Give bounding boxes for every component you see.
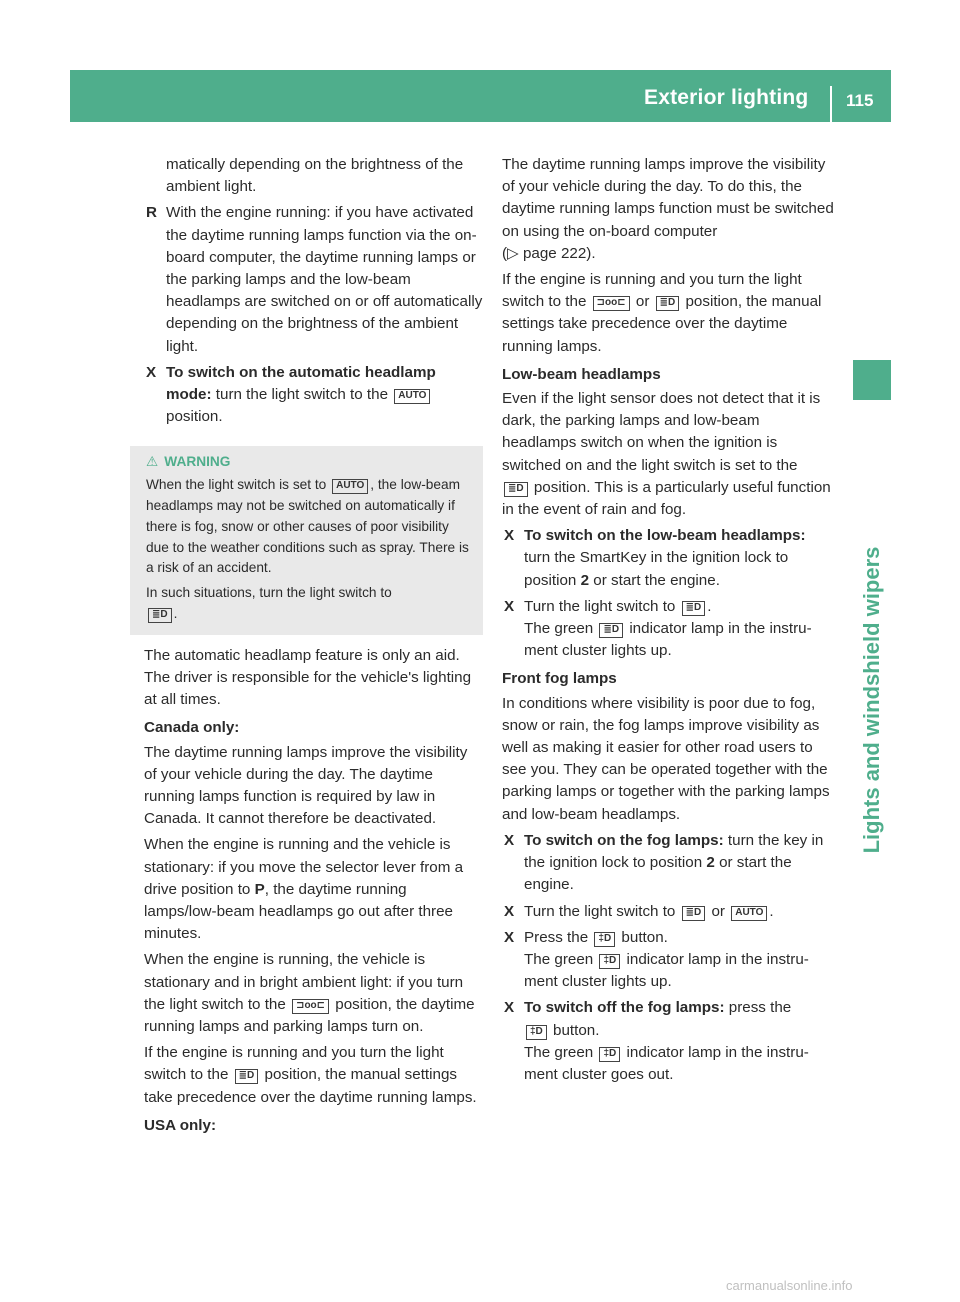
page-reference: (▷ page 222).	[502, 244, 596, 262]
warning-title: ⚠ WARNING	[146, 454, 231, 470]
parking-lamp-icon: ⊐oo⊏	[593, 296, 630, 311]
action-item: X Turn the light switch to ≣D or AUTO .	[502, 901, 835, 923]
action-item: X To switch on the fog lamps: turn the key in the ignition lock to position 2 or start the engine.	[504, 831, 824, 894]
paragraph: The daytime running lamps improve the visibility of your vehicle during the day. To do this, the daytime running lamps function must be switched on using the on-board computer (▷ page 222).	[502, 156, 834, 262]
arrow-icon: X	[146, 363, 157, 381]
arrow-icon: X	[504, 902, 515, 920]
warning-text: In such situations, turn the light switch to ≣D .	[146, 585, 392, 622]
heading-fog: Front fog lamps	[502, 670, 617, 688]
auto-icon: AUTO	[394, 389, 430, 404]
arrow-icon: X	[504, 831, 515, 849]
warning-text: When the light switch is set to AUTO , the low-beam headlamps may not be switched on automatically if there is fog, snow or other causes of poor visibility due to the weather conditions such as spray. There is a risk of an accident.	[146, 477, 469, 576]
paragraph: When the engine is running and the vehicle is stationary: if you move the selector lever from a drive position to P, the daytime running lamps/low-beam headlamps go out after three minutes.	[144, 836, 464, 943]
side-tab-label: Lights and windshield wipers	[859, 546, 884, 854]
action-item: X Press the ‡D button. The green ‡D indicator lamp in the instrument cluster lights up.	[504, 928, 809, 991]
fog-lamp-icon: ‡D	[599, 954, 620, 969]
paragraph: Even if the light sensor does not detect that it is dark, the parking lamps and low-beam headlamps switch on when the ignition is switched on and the light switch is set to the ≣D position. This is a particularly useful function in the event of rain and fog.	[502, 390, 831, 519]
low-beam-icon: ≣D	[682, 601, 706, 616]
warning-triangle-icon: ⚠	[146, 454, 159, 470]
fog-lamp-icon: ‡D	[594, 932, 615, 947]
low-beam-icon: ≣D	[682, 906, 706, 921]
arrow-icon: X	[504, 597, 515, 615]
bullet-item: R With the engine running: if you have activated the daytime running lamps function via the on-board computer, the daytime running lamps or the parking lamps and the low-beam headlamps are switched on or off automatically depending on the brightness of the ambient light.	[146, 204, 483, 355]
heading-usa: USA only:	[144, 1116, 216, 1134]
action-item: X To switch on the low-beam headlamps: turn the SmartKey in the ignition lock to position 2 or start the engine.	[504, 527, 806, 589]
arrow-icon: X	[504, 928, 515, 946]
fog-lamp-icon: ‡D	[526, 1025, 547, 1040]
paragraph: If the engine is running and you turn the light switch to the ⊐oo⊏ or ≣D position, the manual settings take precedence over the daytime running lamps.	[502, 271, 822, 355]
fog-lamp-icon: ‡D	[599, 1047, 620, 1062]
low-beam-icon: ≣D	[599, 623, 623, 638]
action-item: X To switch on the automatic headlamp mode: turn the light switch to the AUTO position.	[146, 363, 436, 426]
header-divider	[830, 86, 832, 124]
paragraph: The automatic headlamp feature is only an aid. The driver is responsible for the vehicle's lighting at all times.	[144, 646, 472, 709]
parking-lamp-icon: ⊐oo⊏	[292, 999, 329, 1014]
bullet-icon: R	[146, 204, 157, 222]
paragraph: If the engine is running and you turn the light switch to the ≣D position, the manual settings take precedence over the daytime running lamps.	[144, 1044, 477, 1106]
low-beam-icon: ≣D	[656, 296, 680, 311]
low-beam-icon: ≣D	[235, 1069, 259, 1084]
paragraph: The daytime running lamps improve the visibility of your vehicle during the day. The daytime running lamps function is required by law in Canada. It cannot therefore be deactivated.	[144, 743, 468, 828]
arrow-icon: X	[504, 527, 515, 545]
paragraph: When the engine is running, the vehicle is stationary and in bright ambient light: if you turn the light switch to the ⊐oo⊏ position, the daytime running lamps and parking lamps turn on.	[144, 951, 475, 1036]
paragraph: In conditions where visibility is poor due to fog, snow or rain, the fog lamps improve visibility as well as making it easier for other road users to see you. They can be operated together with the parking lamps or together with the parking lamps and low-beam headlamps.	[502, 694, 830, 823]
auto-icon: AUTO	[332, 479, 368, 494]
arrow-icon: X	[504, 999, 515, 1017]
heading-canada: Canada only:	[144, 719, 240, 737]
auto-icon: AUTO	[731, 906, 767, 921]
paragraph: matically depending on the brightness of the ambient light.	[166, 156, 464, 196]
section-title: Exterior lighting	[644, 86, 809, 109]
action-item: X Turn the light switch to ≣D . The green ≣D indicator lamp in the instrument cluster lights up.	[504, 597, 812, 660]
low-beam-icon: ≣D	[504, 482, 528, 497]
heading-low-beam: Low-beam headlamps	[502, 365, 661, 383]
low-beam-icon: ≣D	[148, 608, 172, 623]
right-column	[502, 154, 835, 1090]
left-column	[144, 154, 483, 1139]
watermark: carmanualsonline.info	[726, 1278, 853, 1293]
warning-box	[130, 446, 483, 634]
page-number: 115	[846, 91, 874, 110]
action-item: X To switch off the fog lamps: press the ‡D button. The green ‡D indicator lamp in the instrument cluster goes out.	[504, 999, 809, 1083]
side-tab-marker	[853, 360, 891, 400]
